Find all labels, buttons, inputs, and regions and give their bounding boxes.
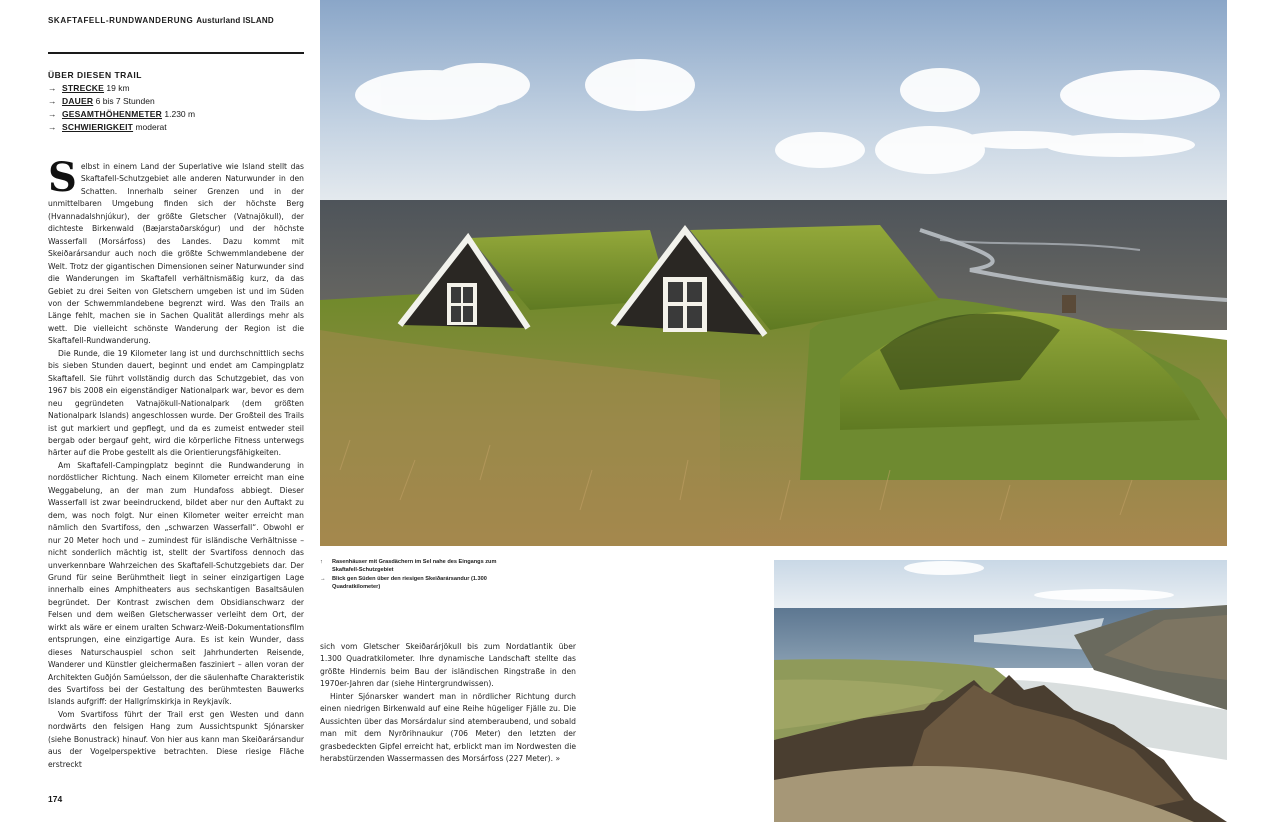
info-key: GESAMTHÖHENMETER bbox=[62, 109, 163, 119]
info-key: STRECKE bbox=[62, 83, 105, 93]
running-header bbox=[48, 16, 274, 25]
arrow-right-icon: → bbox=[48, 122, 57, 132]
caption-item bbox=[320, 575, 520, 592]
caption-text: Blick gen Süden über den riesigen Skeiðarársandur (1.300 Quadratkilometer) bbox=[332, 575, 487, 591]
info-key: SCHWIERIGKEIT bbox=[62, 122, 134, 132]
caption-text: Rasenhäuser mit Grasdächern im Sel nahe des Eingangs zum Skaftafell-Schutzgebiet bbox=[332, 559, 497, 574]
page-number: 174 bbox=[48, 794, 63, 804]
caption-item bbox=[320, 558, 520, 575]
paragraph: Hinter Sjónarsker wandert man in nördlicher Richtung durch einen niedrigen Birkenwald auf eine Reihe hügeliger Fjälle zu. Die Aussichten über das Morsárdalur sind atemberaubend, und sobald man mit dem Nyrðrihnaukur (706 Meter) den letzten der grasbedeckten Gipfel erreicht hat, erblickt man im Nordwesten die herabstürzenden Wassermassen des Morsárfoss (227 Meter). » bbox=[320, 691, 576, 764]
paragraph: Die Runde, die 19 Kilometer lang ist und durchschnittlich sechs bis sieben Stunden dauert, beginnt und endet am Campingplatz Skaftafell. Sie führt vollständig durch das Schutzgebiet, das von 1967 bis 2008 ein eigenständiger Nationalpark war, bevor es dem neu gegründeten Vatnajökull-Nationalpark (dem größten Nationalpark Islands) angeschlossen wurde. Der Großteil des Trails ist gut markiert und gepflegt, und da es zumeist entweder steil bergab oder bergauf geht, wird die körperliche Fitness unterwegs härter auf die Probe gestellt als die Orientierungsfähigkeiten. bbox=[48, 348, 304, 458]
trail-info-row bbox=[48, 82, 308, 95]
info-value: 1.230 m bbox=[164, 109, 196, 119]
header-rule bbox=[48, 52, 304, 54]
sandur-view-photo bbox=[774, 560, 1227, 822]
arrow-right-icon: → bbox=[48, 96, 57, 106]
drop-cap: S bbox=[48, 154, 77, 201]
paragraph: Vom Svartifoss führt der Trail erst gen Westen und dann nordwärts den felsigen Hang zum Aussichtspunkt Sjónarsker (siehe Bonustrack) hinauf. Von hier aus kann man Skeiðarársandur aus der Vogelperspektive betrachten. Diese riesige Fläche erstreckt bbox=[48, 709, 304, 769]
paragraph: Am Skaftafell-Campingplatz beginnt die Rundwanderung in nordöstlicher Richtung. Nach einem Kilometer erreicht man eine Weggabelung, an der man zum Hundafoss abbiegt. Dieser Wasserfall ist zwar beeindruckend, bildet aber nur den Auftakt zu dem, was noch folgt. Nur einen Kilometer weiter erreicht man nämlich den Svartifoss, den „schwarzen Wasserfall“. Obwohl er nur 20 Meter hoch und – zumindest für isländische Verhältnisse – nicht sonderlich mächtig ist, stellt der Svartifoss dennoch das unverkennbare Wahrzeichen des Skaftafell-Schutzgebiets dar. Der Grund für seine Berühmtheit liegt in seiner einzigartigen Lage innerhalb eines Amphitheaters aus sechskantigen Basaltsäulen begründet. Der Kontrast zwischen dem Obsidianschwarz der Felsen und dem weißen Gletscherwasser verleiht dem Ort, der wirkt als wäre er einem uralten Schwarz-Weiß-Dokumentationsfilm entsprungen, eine einzigartige Aura. Es ist kein Wunder, dass dieses Naturschauspiel schon seit Jahrhunderten Reisende, Wanderer und Künstler gleichermaßen fasziniert – allen voran der Architekten Guðjón Samúelsson, der die säulenhafte Charakteristik des Svartifoss bei der Gestaltung des berühmtesten Bauwerks Islands aufgriff: der Hallgrímskirkja in Reykjavík. bbox=[48, 460, 304, 707]
trail-info-row bbox=[48, 121, 308, 134]
arrow-right-icon: → bbox=[48, 109, 57, 119]
paragraph: sich vom Gletscher Skeiðarárjökull bis zum Nordatlantik über 1.300 Quadratkilometer. Ihre dynamische Landschaft stellte das größte Hindernis beim Bau der isländischen Ringstraße in den 1970er-Jahren dar (siehe Hintergrundwissen). bbox=[320, 642, 576, 689]
info-value: 19 km bbox=[106, 83, 130, 93]
info-key: DAUER bbox=[62, 96, 94, 106]
arrow-right-icon: → bbox=[320, 575, 326, 582]
trail-info-row bbox=[48, 108, 308, 121]
arrow-up-icon: ↑ bbox=[320, 559, 323, 565]
trail-info-heading: ÜBER DIESEN TRAIL bbox=[48, 70, 142, 80]
photo-captions bbox=[320, 558, 520, 592]
info-value: 6 bis 7 Stunden bbox=[95, 96, 155, 106]
article-column-2 bbox=[320, 641, 576, 766]
paragraph-text: elbst in einem Land der Superlative wie Island stellt das Skaftafell-Schutzgebiet alle anderen Naturwunder in den Schatten. Innerhalb seiner Grenzen und in der unmittelbaren Umgebung finden sich der höchste Berg (Hvannadalshnjúkur), der größte Gletscher (Vatnajökull), der dichteste Birkenwald (Bæjarstaðarskógur) und der höchste Wasserfall (Morsárfoss) des Landes. Dazu kommt mit Skeiðarársandur auch noch die größte Schwemmlandebene der Welt. Trotz der gigantischen Dimensionen seiner Naturwunder sind die Wanderungen im Skaftafell verhältnismäßig kurz, da das Gebiet zu drei Seiten von Gletschern umgeben ist und im Süden von der Schwemmlandebene begrenzt wird. Was den Trails an Länge fehlt, machen sie in Sachen Qualität allerdings mehr als wett. Die vielleicht schönste Wanderung der Region ist die Skaftafell-Rundwanderung. bbox=[48, 162, 304, 346]
arrow-right-icon: → bbox=[48, 83, 57, 93]
paragraph bbox=[48, 154, 304, 348]
header-subtitle: Austurland ISLAND bbox=[196, 16, 274, 25]
article-column-1 bbox=[48, 154, 304, 771]
trail-info-box bbox=[48, 69, 308, 134]
info-value: moderat bbox=[135, 122, 167, 132]
turf-houses-photo bbox=[320, 0, 1227, 546]
header-title: SKAFTAFELL-RUNDWANDERUNG bbox=[48, 16, 194, 25]
sandur-view-illustration bbox=[774, 560, 1227, 822]
trail-info-row bbox=[48, 95, 308, 108]
turf-houses-illustration bbox=[320, 0, 1227, 546]
